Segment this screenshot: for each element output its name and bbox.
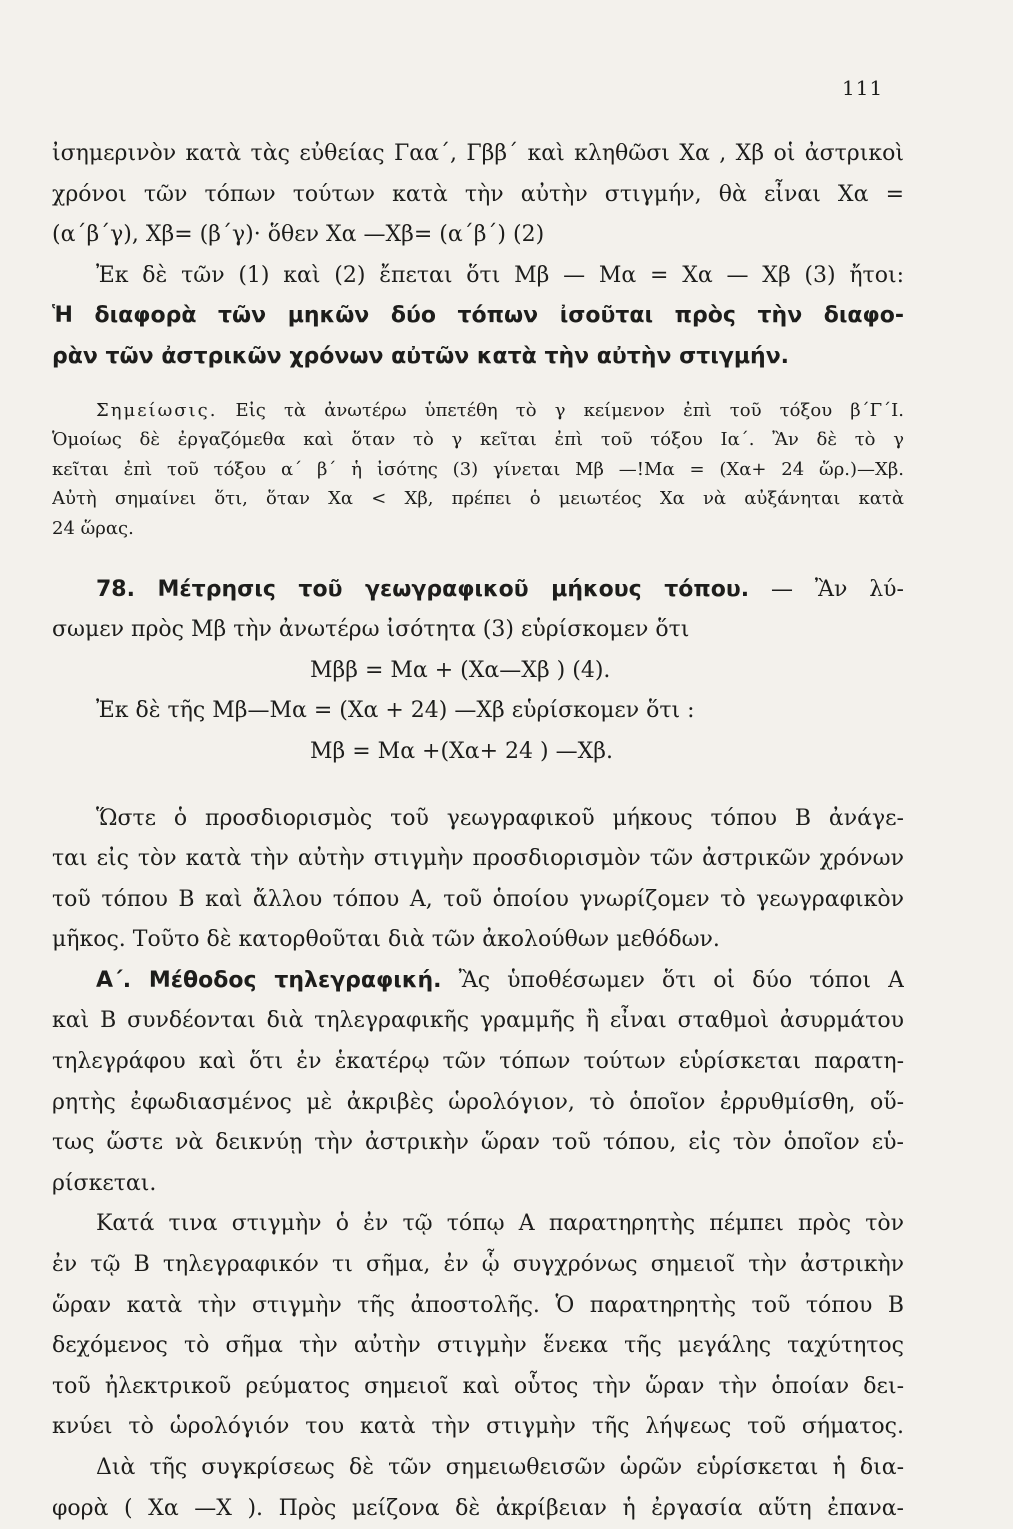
text-line: ρίσκεται. [52,1170,157,1196]
text-line: τως ὥστε νὰ δεικνύῃ τὴν ἀστρικὴν ὥραν τοῦ τόπου, εἰς τὸν ὁποῖον εὑ- [52,1130,904,1156]
text-line: καὶ B συνδέονται διὰ τηλεγραφικῆς γραμμῆς ἢ εἶναι σταθμοὶ ἀσυρμάτου [52,1008,904,1034]
theorem-line: Ἡ διαφορὰ τῶν μηκῶν δύο τόπων ἰσοῦται πρὸς τὴν διαφο- [52,303,904,329]
text-line: ὥραν κατὰ τὴν στιγμὴν τῆς ἀποστολῆς. Ὁ παρατηρητὴς τοῦ τόπου B [52,1292,904,1318]
note-line [52,396,904,426]
text-line: (α΄β΄γ), Xβ= (β΄γ)· ὅθεν Xα —Xβ= (α΄β΄) (2) [52,222,545,248]
text-line: τοῦ τόπου B καὶ ἄλλου τόπου A, τοῦ ὁποίου γνωρίζομεν τὸ γεωγραφικὸν [52,886,904,912]
text-line: Ἐκ δὲ τῶν (1) καὶ (2) ἔπεται ὅτι Mβ — Mα = Xα — Xβ (3) ἤτοι: [96,262,904,288]
text-line: ἰσημερινὸν κατὰ τὰς εὐθείας Γαα΄, Γββ΄ καὶ κληθῶσι Xα , Xβ οἱ ἀστρικοὶ [52,141,904,166]
text-line: τοῦ ἠλεκτρικοῦ ρεύματος σημειοῖ καὶ οὗτος τὴν ὥραν τὴν ὁποίαν δει- [52,1373,904,1399]
equation-line: Mβ = Mα +(Xα+ 24 ) —Xβ. [310,738,613,764]
section-title: 78. Μέτρησις τοῦ γεωγραφικοῦ μήκους τόπου. [96,576,750,602]
equation-line: Mββ = Mα + (Xα—Xβ ) (4). [310,657,611,683]
note-label: Σημείωσις. [96,399,218,421]
section-heading-line [52,570,904,611]
method-title: Α΄. Μέθοδος τηλεγραφική. [96,967,442,993]
text-line: ἐν τῷ B τηλεγραφικόν τι σῆμα, ἐν ᾧ συγχρόνως σημειοῖ τὴν ἀστρικὴν [52,1252,904,1278]
text-line: κνύει τὸ ὡρολόγιόν του κατὰ τὴν στιγμὴν τῆς λήψεως τοῦ σήματος. [52,1414,904,1440]
text-line: μῆκος. Τοῦτο δὲ κατορθοῦται διὰ τῶν ἀκολούθων μεθόδων. [52,927,720,953]
text-line: χρόνοι τῶν τόπων τούτων κατὰ τὴν αὐτὴν στιγμήν, θὰ εἶναι Xα = [52,181,904,207]
text-line: Ἐκ δὲ τῆς Mβ—Mα = (Xα + 24) —Xβ εὑρίσκομεν ὅτι : [96,698,695,724]
note-text: Εἰς τὰ ἀνωτέρω ὑπετέθη τὸ γ κείμενον ἐπὶ τοῦ τόξου β΄Γ΄Ι. [217,399,904,421]
method-title-rest: Ἂς ὑποθέσωμεν ὅτι οἱ δύο τόποι A [441,967,904,993]
note-line: Αὐτὴ σημαίνει ὅτι, ὅταν Xα < Xβ, πρέπει ὁ μειωτέος Xα νὰ αὐξάνηται κατὰ [52,488,904,510]
page-number: 111 [842,76,884,100]
text-line: Ὥστε ὁ προσδιορισμὸς τοῦ γεωγραφικοῦ μήκους τόπου B ἀνάγε- [96,805,904,831]
page-body [52,118,904,1529]
method-heading-line [52,961,904,1002]
text-line: φορὰ ( Xα —X ). Πρὸς μείζονα δὲ ἀκρίβειαν ἡ ἐργασία αὕτη ἐπανα- [52,1495,904,1521]
theorem-line: ρὰν τῶν ἀστρικῶν χρόνων αὐτῶν κατὰ τὴν αὐτὴν στιγμήν. [52,343,790,369]
text-line: Κατά τινα στιγμὴν ὁ ἐν τῷ τόπῳ A παρατηρητὴς πέμπει πρὸς τὸν [96,1211,904,1237]
note-line: Ὁμοίως δὲ ἐργαζόμεθα καὶ ὅταν τὸ γ κεῖται ἐπὶ τοῦ τόξου Ια΄. Ἂν δὲ τὸ γ [52,429,904,451]
note-line: 24 ὥρας. [52,517,134,539]
text-line: ρητὴς ἐφωδιασμένος μὲ ἀκριβὲς ὡρολόγιον, τὸ ὁποῖον ἐρρυθμίσθη, οὕ- [52,1089,904,1115]
note-line: κεῖται ἐπὶ τοῦ τόξου α΄ β΄ ἡ ἰσότης (3) γίνεται Mβ —!Mα = (Xα+ 24 ὥρ.)—Xβ. [52,458,904,480]
section-title-rest: — Ἂν λύ- [749,576,904,602]
text-line: τηλεγράφου καὶ ὅτι ἐν ἑκατέρῳ τῶν τόπων τούτων εὑρίσκεται παρατη- [52,1049,904,1075]
text-line: ται εἰς τὸν κατὰ τὴν αὐτὴν στιγμὴν προσδιορισμὸν τῶν ἀστρικῶν χρόνων [52,846,904,872]
text-line: Διὰ τῆς συγκρίσεως δὲ τῶν σημειωθεισῶν ὡρῶν εὑρίσκεται ἡ δια- [96,1455,904,1480]
text-line: σωμεν πρὸς Mβ τὴν ἀνωτέρω ἰσότητα (3) εὑρίσκομεν ὅτι [52,617,690,643]
text-line: δεχόμενος τὸ σῆμα τὴν αὐτὴν στιγμὴν ἕνεκα τῆς μεγάλης ταχύτητος [52,1333,904,1359]
